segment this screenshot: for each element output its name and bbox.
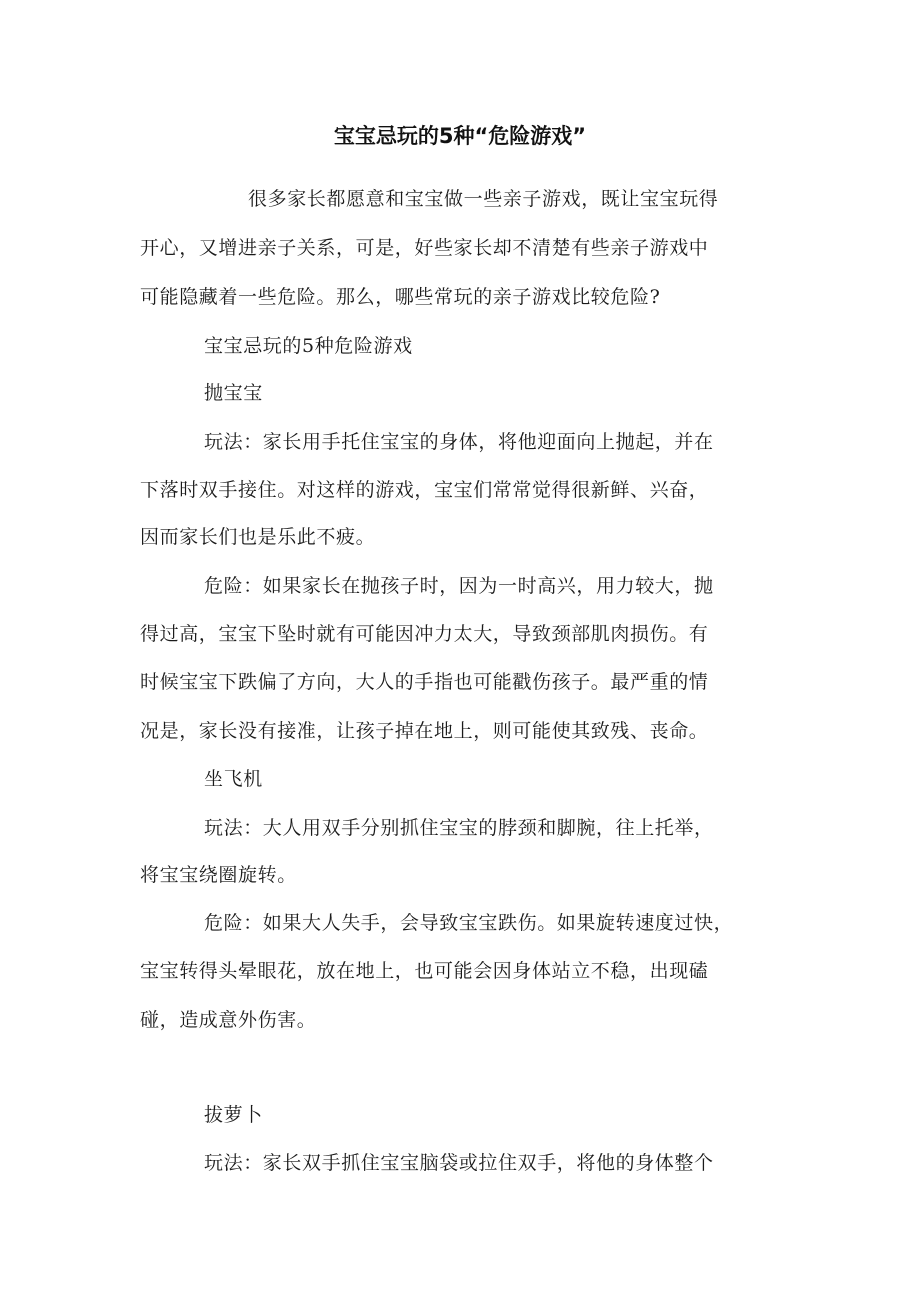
paragraph-line: 下落时双手接住。对这样的游戏，宝宝们常常觉得很新鲜、兴奋，	[140, 479, 709, 501]
paragraph-line: 玩法：大人用双手分别抓住宝宝的脖颈和脚腕，往上托举，	[204, 817, 714, 839]
paragraph-line: 开心，又增进亲子关系，可是，好些家长却不清楚有些亲子游戏中	[140, 237, 709, 259]
paragraph-line: 很多家长都愿意和宝宝做一些亲子游戏，既让宝宝玩得	[248, 188, 719, 210]
paragraph-line: 危险：如果家长在抛孩子时，因为一时高兴，用力较大，抛	[204, 575, 714, 597]
paragraph-line: 碰，造成意外伤害。	[140, 1009, 317, 1031]
paragraph-line: 得过高，宝宝下坠时就有可能因冲力太大，导致颈部肌肉损伤。有	[140, 623, 709, 645]
game-name: 坐飞机	[204, 768, 263, 790]
game-name: 拔萝卜	[204, 1104, 263, 1126]
paragraph-line: 玩法：家长用手托住宝宝的身体，将他迎面向上抛起，并在	[204, 431, 714, 453]
paragraph-line: 宝宝转得头晕眼花，放在地上，也可能会因身体站立不稳，出现磕	[140, 960, 709, 982]
paragraph-line: 玩法：家长双手抓住宝宝脑袋或拉住双手，将他的身体整个	[204, 1152, 714, 1174]
paragraph-line: 况是，家长没有接准，让孩子掉在地上，则可能使其致残、丧命。	[140, 720, 709, 742]
game-name: 抛宝宝	[204, 382, 263, 404]
paragraph-line: 危险：如果大人失手，会导致宝宝跌伤。如果旋转速度过快，	[204, 912, 734, 934]
section-heading: 宝宝忌玩的5种危险游戏	[204, 335, 413, 357]
paragraph-line: 因而家长们也是乐此不疲。	[140, 526, 376, 548]
paragraph-line: 时候宝宝下跌偏了方向，大人的手指也可能戳伤孩子。最严重的情	[140, 671, 709, 693]
document-title: 宝宝忌玩的5种“危险游戏”	[333, 124, 587, 148]
paragraph-line: 将宝宝绕圈旋转。	[140, 864, 297, 886]
paragraph-line: 可能隐藏着一些危险。那么，哪些常玩的亲子游戏比较危险?	[140, 286, 661, 308]
